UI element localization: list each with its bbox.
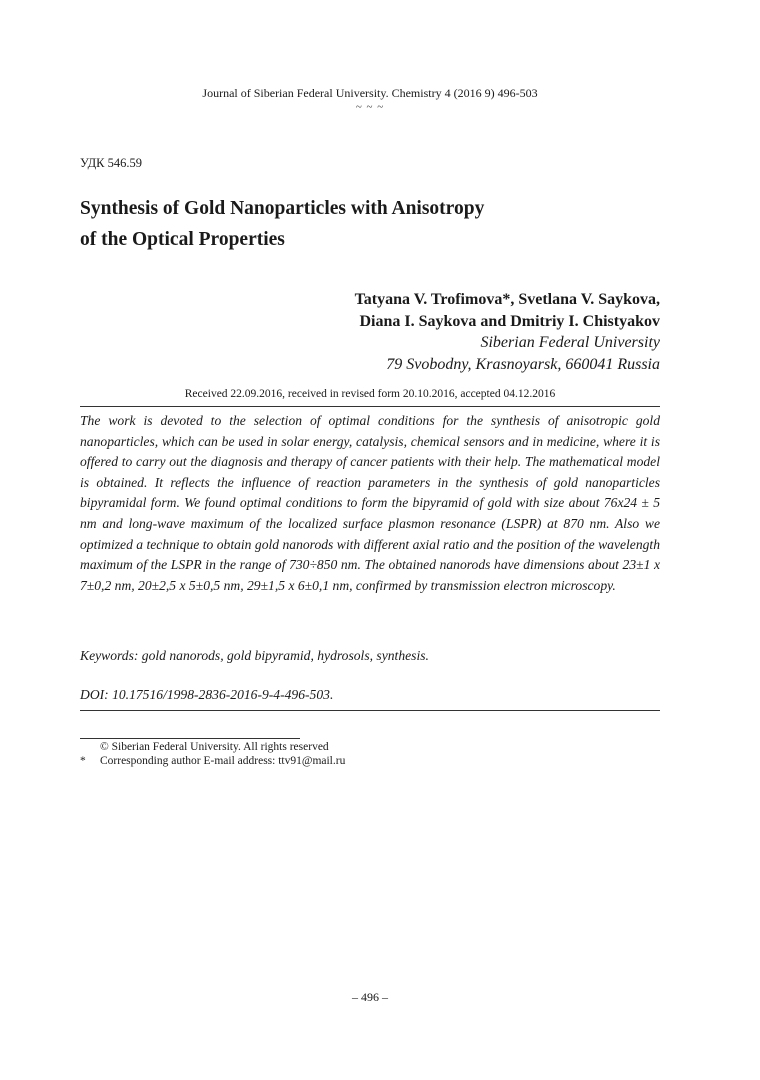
- journal-header: Journal of Siberian Federal University. Chemistry 4 (2016 9) 496-503: [202, 86, 538, 100]
- abstract-bottom-rule: [80, 710, 660, 711]
- footnote-corresponding: [80, 755, 345, 767]
- affiliation: Siberian Federal University: [480, 334, 660, 351]
- authors-line-2: Diana I. Saykova and Dmitriy I. Chistyakov: [359, 312, 660, 330]
- corresponding-text: Corresponding author E-mail address: ttv91@mail.ru: [100, 755, 346, 767]
- footnote-asterisk: *: [80, 755, 86, 767]
- header-ornament: ~ ~ ~: [355, 101, 385, 113]
- footnote-rule: [80, 738, 300, 739]
- copyright-text: © Siberian Federal University. All rights reserved: [100, 741, 329, 753]
- title-line-2: of the Optical Properties: [80, 229, 285, 250]
- doi: DOI: 10.17516/1998-2836-2016-9-4-496-503.: [80, 687, 334, 702]
- abstract-top-rule: [80, 406, 660, 407]
- paper-title: [80, 193, 640, 255]
- address: 79 Svobodny, Krasnoyarsk, 660041 Russia: [386, 355, 660, 373]
- title-line-1: Synthesis of Gold Nanoparticles with Anisotropy: [80, 198, 485, 219]
- received-dates: Received 22.09.2016, received in revised form 20.10.2016, accepted 04.12.2016: [184, 388, 556, 400]
- author-block: [140, 289, 660, 375]
- page-number: – 496 –: [352, 990, 388, 1004]
- authors-line-1: Tatyana V. Trofimova*, Svetlana V. Saykova,: [354, 291, 660, 308]
- keywords: Keywords: gold nanorods, gold bipyramid, hydrosols, synthesis.: [80, 648, 429, 663]
- abstract-text: The work is devoted to the selection of optimal conditions for the synthesis of anisotropic gold nanoparticles, which can be used in solar energy, catalysis, chemical sensors and in medicine, where it is offered to carry out the diagnosis and therapy of cancer patients with their help. The mathematical model is obtained. It reflects the influence of reaction parameters in the synthesis of gold nanoparticles bipyramidal form. We found optimal conditions to form the bipyramid of gold with size about 76x24 ± 5 nm and long-wave maximum of the localized surface plasmon resonance (LSPR) at 870 nm. Also we optimized a technique to obtain gold nanorods with different axial ratio and the position of the wavelength maximum of the LSPR in the range of 730÷850 nm. The obtained nanorods have dimensions about 23±1 x 7±0,2 nm, 20±2,5 x 5±0,5 nm, 29±1,5 x 6±0,1 nm, confirmed by transmission electron microscopy.: [80, 413, 660, 593]
- footnote-copyright: [80, 741, 329, 753]
- udk-code: УДК 546.59: [80, 156, 142, 170]
